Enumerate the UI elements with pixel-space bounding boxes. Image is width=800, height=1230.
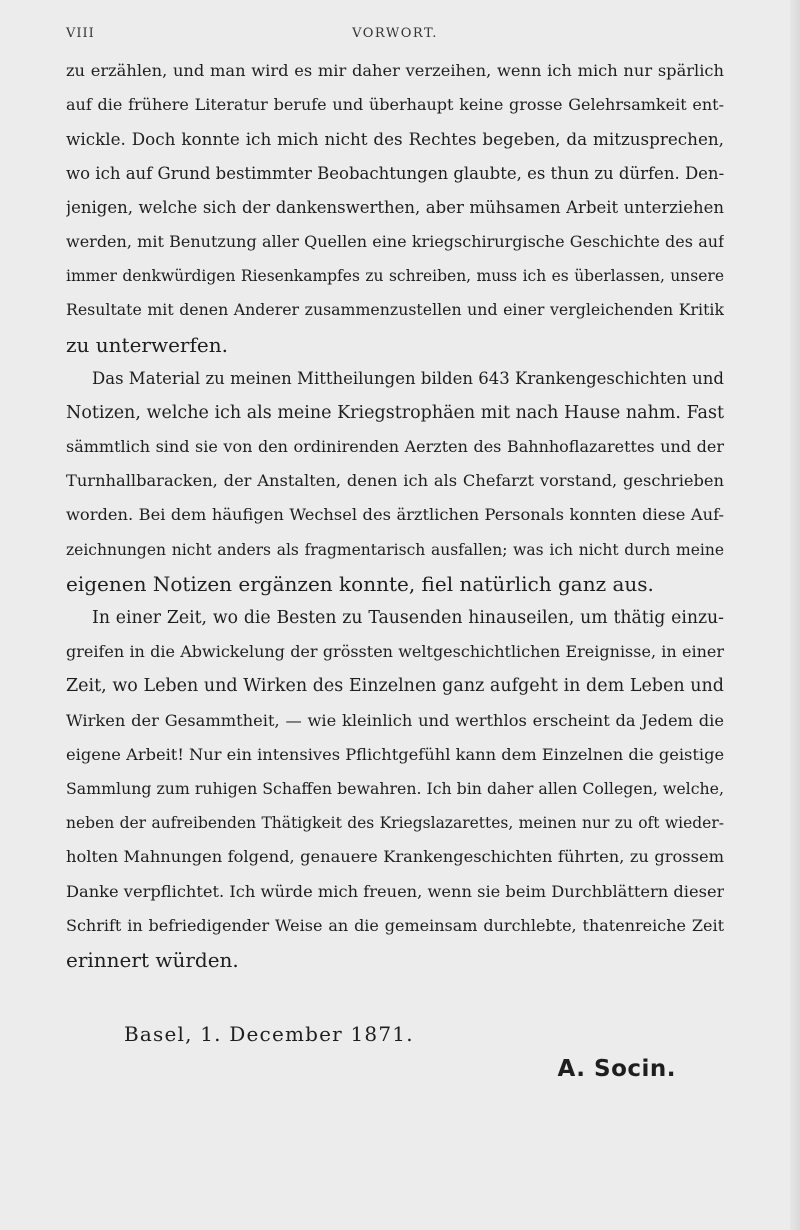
text-line: zeichnungen nicht anders als fragmentarisch ausfallen; was ich nicht durch meine (66, 540, 724, 559)
text-line: Schrift in befriedigender Weise an die gemeinsam durchlebte, thatenreiche Zeit (66, 915, 724, 935)
text-line: holten Mahnungen folgend, genauere Krankengeschichten führten, zu grossem (66, 847, 724, 867)
paragraph-first-line: Das Material zu meinen Mittheilungen bilden 643 Krankengeschichten und (92, 368, 724, 388)
text-line: zu erzählen, und man wird es mir daher verzeihen, wenn ich mich nur spärlich (66, 61, 724, 80)
text-line: Sammlung zum ruhigen Schaffen bewahren. Ich bin daher allen Collegen, welche, (66, 778, 724, 798)
text-line: auf die frühere Literatur berufe und überhaupt keine grosse Gelehrsamkeit ent- (66, 95, 724, 115)
body-text (66, 54, 724, 977)
text-line: eigene Arbeit! Nur ein intensives Pflichtgefühl kann dem Einzelnen die geistige (66, 744, 724, 764)
place-date: Basel, 1. December 1871. (124, 1022, 414, 1046)
text-line: Zeit, wo Leben und Wirken des Einzelnen ganz aufgeht in dem Leben und (66, 676, 724, 697)
text-line: Danke verpflichtet. Ich würde mich freuen, wenn sie beim Durchblättern dieser (66, 881, 724, 901)
text-line: Turnhallbaracken, der Anstalten, denen ich als Chefarzt vorstand, geschrieben (66, 471, 724, 491)
text-line: neben der aufreibenden Thätigkeit des Kriegslazarettes, meinen nur zu oft wieder- (66, 814, 724, 833)
text-line: wo ich auf Grund bestimmter Beobachtungen glaubte, es thun zu dürfen. Den- (66, 163, 724, 183)
text-line: sämmtlich sind sie von den ordinirenden Aerzten des Bahnhoflazarettes und der (66, 437, 724, 457)
author-signature: A. Socin. (557, 1056, 676, 1082)
paragraph-first-line: In einer Zeit, wo die Besten zu Tausenden hinauseilen, um thätig einzu- (92, 608, 724, 628)
paragraph-last-line: erinnert würden. (66, 947, 239, 972)
text-line: werden, mit Benutzung aller Quellen eine kriegschirurgische Geschichte des auf (66, 231, 724, 251)
text-line: Notizen, welche ich als meine Kriegstrophäen mit nach Hause nahm. Fast (66, 402, 724, 423)
text-line: wickle. Doch konnte ich mich nicht des Rechtes begeben, da mitzusprechen, (66, 129, 724, 150)
text-line: immer denkwürdigen Riesenkampfes zu schreiben, muss ich es überlassen, unsere (66, 267, 724, 286)
text-line: worden. Bei dem häufigen Wechsel des ärztlichen Personals konnten diese Auf- (66, 505, 724, 525)
text-line: Resultate mit denen Anderer zusammenzustellen und einer vergleichenden Kritik (66, 300, 724, 320)
page-number: VIII (66, 26, 95, 41)
paragraph-last-line: eigenen Notizen ergänzen konnte, fiel natürlich ganz aus. (66, 571, 654, 596)
paragraph-last-line: zu unterwerfen. (66, 332, 228, 357)
text-line: jenigen, welche sich der dankenswerthen, aber mühsamen Arbeit unterziehen (66, 197, 724, 217)
running-head: VORWORT. (352, 26, 438, 41)
page-header (66, 26, 724, 50)
text-line: greifen in die Abwickelung der grössten weltgeschichtlichen Ereignisse, in einer (66, 642, 724, 662)
text-line: Wirken der Gesammtheit, — wie kleinlich und werthlos erscheint da Jedem die (66, 710, 724, 730)
page-edge-shadow (790, 0, 800, 1230)
